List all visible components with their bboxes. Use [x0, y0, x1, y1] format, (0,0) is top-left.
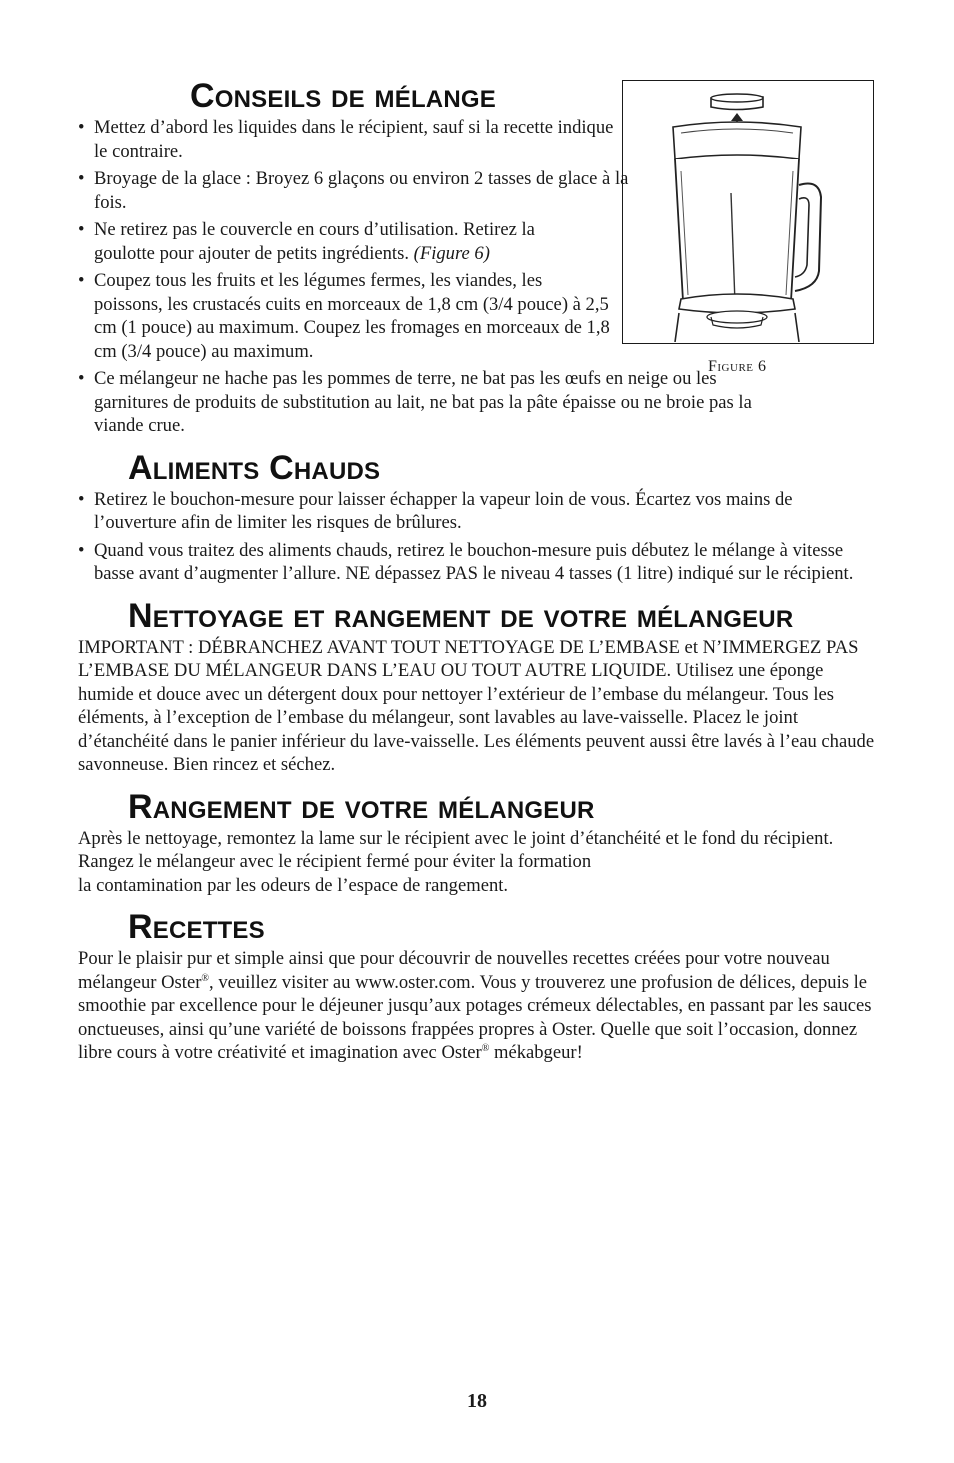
- aliments-list: [78, 488, 878, 586]
- list-item: • Quand vous traitez des aliments chauds, retirez le bouchon-mesure puis débutez le mélange à vitesse basse avant d’augmenter l’allure. NE dépassez PAS le niveau 4 tasses (1 litre) indiqué sur le récipient.: [78, 539, 878, 586]
- figure-reference: (Figure 6): [413, 242, 490, 264]
- page-content: [78, 76, 878, 1065]
- section-title-conseils: Conseils de mélange: [190, 77, 496, 115]
- list-item: • Broyage de la glace : Broyez 6 glaçons ou environ 2 tasses de glace à la fois.: [78, 167, 629, 214]
- list-item-text: Ne retirez pas le couvercle en cours d’utilisation. Retirez la goulotte pour ajouter de petits ingrédients.: [94, 219, 535, 264]
- section-title-aliments: Aliments Chauds: [128, 448, 381, 487]
- registered-mark: ®: [481, 1042, 490, 1054]
- figure-caption: Figure 6: [708, 358, 767, 375]
- section-title-rangement: Rangement de votre mélangeur: [128, 787, 595, 826]
- section-title-recettes: Recettes: [128, 908, 265, 946]
- registered-mark: ®: [201, 972, 210, 984]
- list-item: • Mettez d’abord les liquides dans le récipient, sauf si la recette indique le contraire.: [78, 116, 629, 163]
- recettes-part-1: Pour le plaisir pur et simple ainsi que pour découvrir de nouvelles recettes créées pour votre nouveau mélangeur Oster: [78, 948, 830, 993]
- section-title-nettoyage: Nettoyage et rangement de votre mélangeur: [128, 596, 794, 635]
- rangement-text: [78, 827, 878, 898]
- list-item: • Coupez tous les fruits et les légumes fermes, les viandes, les poissons, les crustacés cuits en morceaux de 1,8 cm (3/4 pouce) à 2,5 cm (1 pouce) au maximum. Coupez les fromages en morceaux de 1,8 cm (3/4 pouce) au maximum.: [78, 269, 612, 363]
- nettoyage-text: IMPORTANT : DÉBRANCHEZ AVANT TOUT NETTOYAGE DE L’EMBASE et N’IMMERGEZ PAS L’EMBASE DU MÉLANGEUR DANS L’EAU OU TOUT AUTRE LIQUIDE. Utilisez une éponge humide et douce avec un détergent doux pour nettoyer l’extérieur de l’embase du mélangeur. Tous les éléments, à l’exception de l’embase du mélangeur, sont lavables au lave-vaisselle. Placez le joint d’étanchéité dans le panier inférieur du lave-vaisselle. Les éléments peuvent aussi être lavés à l’eau chaude savonneuse. Bien rincez et séchez.: [78, 636, 875, 775]
- conseils-list: [78, 116, 878, 438]
- page-number: 18: [467, 1390, 487, 1412]
- list-item: [78, 218, 594, 265]
- recettes-part-2: , veuillez visiter au www.oster.com. Vous y trouverez une profusion de délices, depuis le smoothie par excellence pour le déjeuner jusqu’aux potages crémeux délectables, en passant par les sauces onctueuses, ainsi qu’une variété de boissons frappées propres à Oster. Quelle que soit l’occasion, donnez libre cours à votre créativité et imagination avec Oster: [78, 971, 872, 1063]
- list-item: • Ce mélangeur ne hache pas les pommes de terre, ne bat pas les œufs en neige ou les garnitures de produits de substitution au lait, ne bat pas la pâte épaisse ou ne broie pas la viande crue.: [78, 367, 794, 438]
- recettes-text: [78, 947, 878, 1065]
- rangement-line-2: la contamination par les odeurs de l’espace de rangement.: [78, 874, 509, 896]
- recettes-part-3: mékabgeur!: [489, 1042, 583, 1063]
- rangement-line-1: Après le nettoyage, remontez la lame sur le récipient avec le joint d’étanchéité et le fond du récipient. Rangez le mélangeur avec le récipient fermé pour éviter la formation: [78, 827, 834, 872]
- list-item: • Retirez le bouchon-mesure pour laisser échapper la vapeur loin de vous. Écartez vos mains de l’ouverture afin de limiter les risques de brûlures.: [78, 488, 878, 535]
